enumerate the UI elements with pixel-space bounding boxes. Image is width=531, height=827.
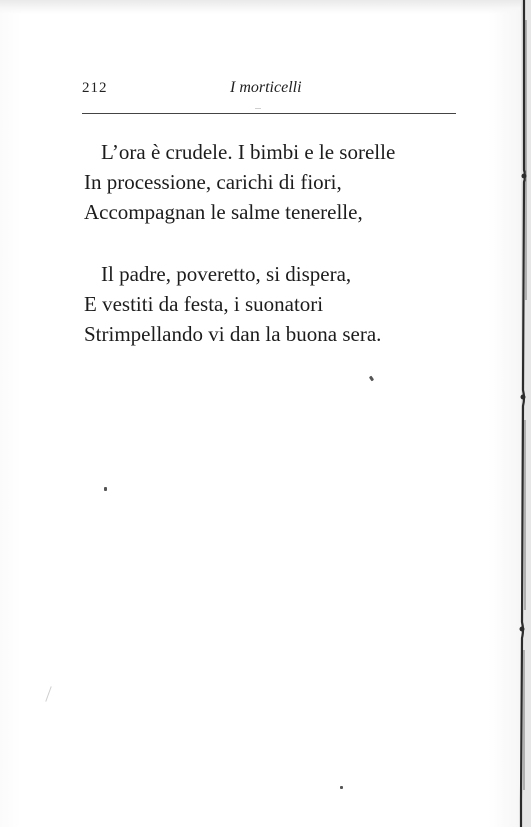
- scan-mark: [255, 108, 261, 109]
- running-header: [82, 78, 456, 100]
- verse-line: Strimpellando vi dan la buona sera.: [84, 322, 382, 346]
- verse-line: E vestiti da festa, i suonatori: [84, 292, 324, 316]
- stanza-2: [84, 259, 464, 349]
- scan-mark: [45, 686, 51, 701]
- verse-line: L’ora è crudele. I bimbi e le sorelle: [101, 140, 396, 164]
- scan-speck: [369, 376, 374, 382]
- stanza-1: [84, 137, 464, 227]
- binding-thread: [513, 0, 531, 827]
- scan-speck: [340, 786, 343, 789]
- running-title: I morticelli: [230, 79, 302, 96]
- page-number: 212: [82, 80, 108, 96]
- header-rule: [82, 113, 456, 114]
- verse-line: In processione, carichi di fiori,: [84, 170, 342, 194]
- scan-speck: [104, 487, 107, 491]
- page-top-shadow: [0, 0, 531, 14]
- verse-line: Il padre, poveretto, si dispera,: [101, 262, 352, 286]
- verse-line: Accompagnan le salme tenerelle,: [84, 200, 363, 224]
